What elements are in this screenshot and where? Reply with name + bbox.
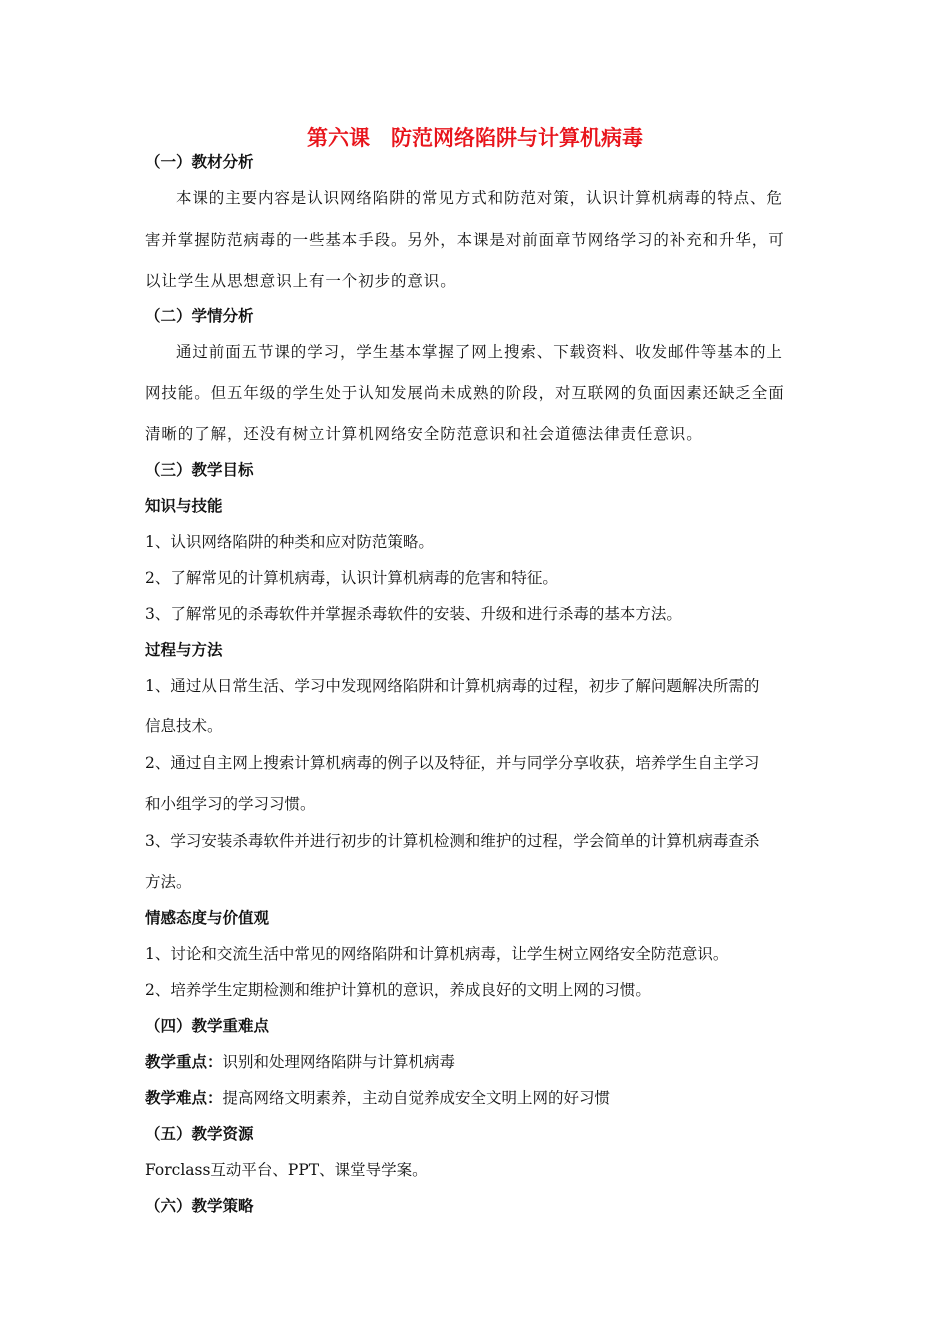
key-point-label: 教学重点：: [145, 1053, 223, 1071]
list-item: 2、培养学生定期检测和维护计算机的意识，养成良好的文明上网的习惯。: [145, 981, 651, 999]
paragraph-line: 本课的主要内容是认识网络陷阱的常见方式和防范对策，认识计算机病毒的特点、危: [176, 189, 783, 207]
list-item-continuation: 信息技术。: [145, 717, 223, 735]
section-heading-teaching-resources: （五）教学资源: [145, 1125, 254, 1143]
list-item: 3、了解常见的杀毒软件并掌握杀毒软件的安装、升级和进行杀毒的基本方法。: [145, 605, 682, 623]
list-item-continuation: 方法。: [145, 873, 192, 891]
resources-line: Forclass互动平台、PPT、课堂导学案。: [145, 1161, 428, 1179]
list-item: 1、认识网络陷阱的种类和应对防范策略。: [145, 533, 434, 551]
section-heading-teaching-strategy: （六）教学策略: [145, 1197, 254, 1215]
key-point-text: 识别和处理网络陷阱与计算机病毒: [222, 1053, 456, 1071]
paragraph-line: 清晰的了解，还没有树立计算机网络安全防范意识和社会道德法律责任意识。: [145, 425, 703, 443]
subheading-knowledge-skills: 知识与技能: [145, 497, 223, 515]
difficulty-line: [145, 1088, 610, 1108]
paragraph-line: 通过前面五节课的学习，学生基本掌握了网上搜索、下载资料、收发邮件等基本的上: [176, 343, 783, 361]
list-item: 2、了解常见的计算机病毒，认识计算机病毒的危害和特征。: [145, 569, 558, 587]
list-item: 1、通过从日常生活、学习中发现网络陷阱和计算机病毒的过程，初步了解问题解决所需的: [145, 677, 760, 695]
section-heading-student-analysis: （二）学情分析: [145, 307, 254, 325]
list-item-continuation: 和小组学习的学习习惯。: [145, 795, 316, 813]
lesson-title: 第六课 防范网络陷阱与计算机病毒: [307, 126, 643, 150]
list-item: 2、通过自主网上搜索计算机病毒的例子以及特征，并与同学分享收获，培养学生自主学习: [145, 754, 760, 772]
key-point-line: [145, 1052, 455, 1072]
list-item: 3、学习安装杀毒软件并进行初步的计算机检测和维护的过程，学会简单的计算机病毒查杀: [145, 832, 760, 850]
section-heading-teaching-objectives: （三）教学目标: [145, 461, 254, 479]
paragraph-line: 以让学生从思想意识上有一个初步的意识。: [145, 272, 457, 290]
difficulty-text: 提高网络文明素养，主动自觉养成安全文明上网的好习惯: [222, 1089, 611, 1107]
paragraph-line: 害并掌握防范病毒的一些基本手段。另外，本课是对前面章节网络学习的补充和升华，可: [145, 231, 785, 249]
section-heading-textbook-analysis: （一）教材分析: [145, 153, 254, 171]
section-heading-key-difficulties: （四）教学重难点: [145, 1017, 270, 1035]
paragraph-line: 网技能。但五年级的学生处于认知发展尚未成熟的阶段，对互联网的负面因素还缺乏全面: [145, 384, 785, 402]
list-item: 1、讨论和交流生活中常见的网络陷阱和计算机病毒，让学生树立网络安全防范意识。: [145, 945, 729, 963]
subheading-emotion-values: 情感态度与价值观: [145, 909, 270, 927]
subheading-process-methods: 过程与方法: [145, 641, 223, 659]
difficulty-label: 教学难点：: [145, 1089, 223, 1107]
